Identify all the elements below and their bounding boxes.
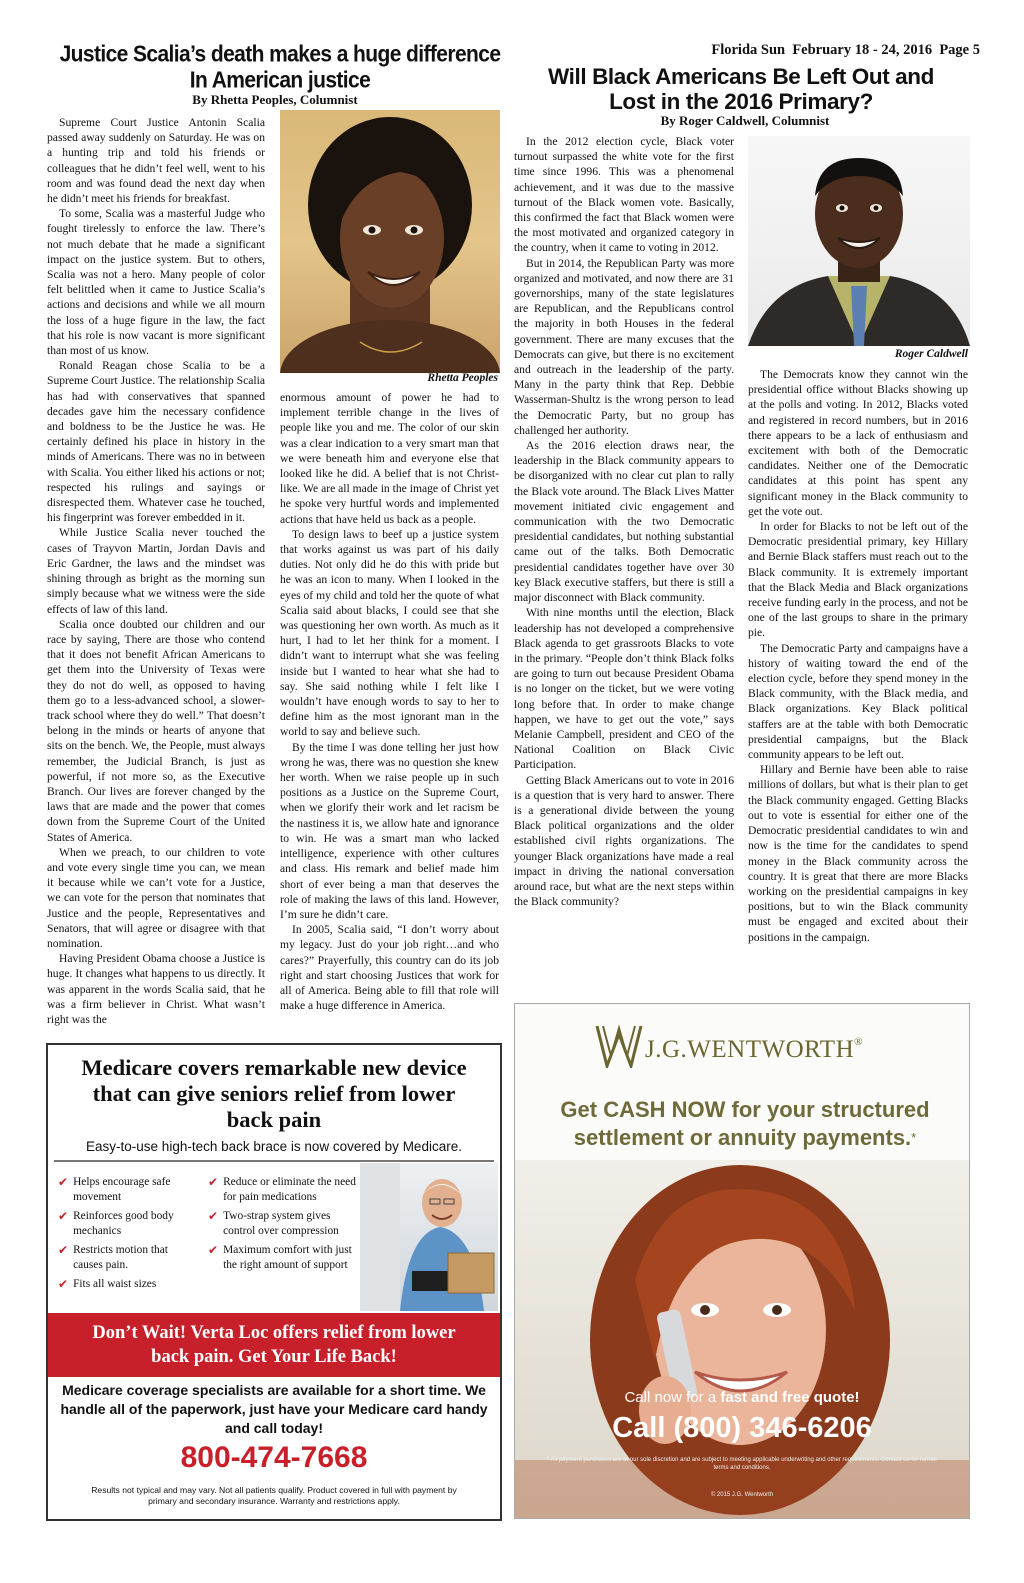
bullet-text: Maximum comfort with just the right amount of support bbox=[223, 1244, 352, 1271]
article1-paragraph: Supreme Court Justice Antonin Scalia passed away suddenly on Saturday. He was on a hunting trip and told his friends or colleagues that he didn’t feel well, went to his room and was found dead the next day when he didn’t meet his friends for breakfast. bbox=[47, 116, 265, 206]
portrait-illustration bbox=[748, 136, 970, 346]
article2-column2 bbox=[748, 367, 968, 997]
article1-headline bbox=[50, 42, 510, 94]
bullet-text: Two-strap system gives control over compression bbox=[223, 1210, 339, 1237]
jg-wentworth-tagline bbox=[545, 1096, 945, 1152]
bullet-text: Restricts motion that causes pain. bbox=[73, 1244, 168, 1271]
bullet-item bbox=[58, 1277, 198, 1292]
checkmark-icon: ✔ bbox=[208, 1243, 219, 1257]
article1-paragraph: Scalia once doubted our children and our race by saying, There are those who contend that it does not benefit African Americans to get them into the University of Texas were they do not do well, as opposed to having them go to a less-advanced school, a slower-track school where they do well.” That doesn’t belong in the minds or hearts of anyone that sits on the bench. We, the People, must always remember, the Judicial Branch, is just as powerful, if not more so, as the Executive Branch. Our lives are forever changed by the laws that are made and the power that comes down from the Supreme Court of the United States of America. bbox=[47, 617, 265, 844]
medicare-banner: Don’t Wait! Verta Loc offers relief from lower back pain. Get Your Life Back! bbox=[48, 1313, 500, 1377]
jg-wentworth-ad bbox=[514, 1003, 970, 1519]
article1-paragraph: Having President Obama choose a Justice is huge. It changes what happens to us directly. It was apparent in the words Scalia said, that he was a firm believer in Christ. What wasn’t right was the bbox=[47, 952, 265, 1026]
bullet-item bbox=[58, 1243, 198, 1272]
jg-wentworth-call-now bbox=[515, 1389, 969, 1406]
medicare-ad bbox=[46, 1043, 502, 1521]
medicare-phone[interactable]: 800-474-7668 bbox=[180, 1441, 368, 1474]
jg-wentworth-fineprint: * All payment purchases are at our sole discretion and are subject to meeting applicable underwriting and other requirements. Contact us for further terms and conditions. bbox=[546, 1457, 938, 1471]
roger-caldwell-caption: Roger Caldwell bbox=[894, 348, 968, 360]
article2-headline-line1: Will Black Americans Be Left Out and bbox=[548, 64, 934, 89]
jg-wentworth-logo-icon bbox=[595, 1024, 643, 1068]
jg-wentworth-tagline-mark: * bbox=[911, 1130, 917, 1145]
article1-column2 bbox=[280, 390, 499, 1040]
article2-paragraph: Getting Black Americans out to vote in 2016 is a question that is very hard to answer. There is a generational divide between the young Black political organizations and the older established civil rights organizations. The younger Black organizations have made a real impact in driving the national conversation around race, but what are the next steps within the Black community? bbox=[514, 773, 734, 909]
checkmark-icon: ✔ bbox=[208, 1209, 219, 1223]
medicare-bullets-right bbox=[208, 1175, 358, 1277]
article2-paragraph: The Democratic Party and campaigns have a history of waiting toward the end of the election cycle, before they spend money in the Black community, with the Black media, and Black organizations. Key Black political staffers are at the table with both Democratic presidential campaigns, but the Black community appears to be left out. bbox=[748, 641, 968, 762]
bullet-text: Reinforces good body mechanics bbox=[73, 1210, 174, 1237]
senior-illustration bbox=[360, 1163, 498, 1311]
article1-paragraph: In 2005, Scalia said, “I don’t worry about my legacy. Just do your job right…and who cares?” Prayerfully, this country can do its job right and start choosing Justices that work for all of America. Being able to fill that role will make a huge difference in America. bbox=[280, 923, 499, 1013]
article1-paragraph: enormous amount of power he had to implement terrible change in the lives of people like you and me. The color of our skin was a clear indication to a very smart man that we were beneath him and everyone else that looked like he did. A belief that is not Christ-like. We are all made in the image of Christ yet he spoke very hurtful words and implemented actions that have held us back as a people. bbox=[280, 391, 499, 526]
senior-man-photo bbox=[360, 1163, 498, 1311]
article1-paragraph: To design laws to beef up a justice system that works against us was part of his daily duties. Not only did he do this with pride but he was an icon to many. When I looked in the eyes of my child and told her the quote of what Scalia said about blacks, I could see that she was questioning her own worth. As much as it hurt, I had to let her think for a moment. I didn’t want to interrupt what she was feeling inside but I wanted to hear what she had to say. She said nothing while I felt like I wouldn’t have enough words to say to her to define him as the most ignorant man in the world to say and believe such. bbox=[280, 527, 499, 739]
jg-wentworth-brand-mark: ® bbox=[854, 1036, 863, 1048]
rhetta-peoples-photo bbox=[280, 110, 500, 373]
article2-paragraph: The Democrats know they cannot win the presidential office without Blacks showing up at the polls and voting. In 2012, Blacks voted and registered in record numbers, but in 2016 there appears to be a lack of enthusiasm and excitement with both of the Democratic candidates. Neither one of the Democratic candidates at this point has spent any significant money in the Black community to get the vote out. bbox=[748, 368, 968, 518]
article1-paragraph: By the time I was done telling her just how wrong he was, there was no question she knew her worth. When we raise people up in such positions as a Justice on the Supreme Court, when we glorify their work and let racism be the nastiness it is, we allow hate and ignorance to win. He was a smart man who lacked intelligence, experience with other cultures and class. His remark and belief made him short of ever being a man that deserves the role of making the laws of this land. However, I’m sure he didn’t care. bbox=[280, 740, 499, 921]
article1-paragraph: While Justice Scalia never touched the cases of Trayvon Martin, Jordan Davis and Eric Gardner, the laws and the mindset was shining through as bright as the morning sun simply because what we witness were the side effects of law of this land. bbox=[47, 526, 265, 616]
medicare-ad-divider bbox=[54, 1160, 494, 1162]
jg-wentworth-brand-name: J.G.WENTWORTH bbox=[645, 1036, 855, 1063]
roger-caldwell-photo bbox=[748, 136, 970, 346]
article2-paragraph: With nine months until the election, Black leadership has not developed a comprehensive Black agenda to get grassroots Blacks to vote in the primary. “People don’t think Black folks are going to turn out because President Obama is no longer on the ticket, but we were voting long before that. In order to make change happen, we have to get out the vote,” says Melanie Campbell, president and CEO of the National Coalition on Black Civic Participation. bbox=[514, 606, 734, 772]
article2-paragraph: In the 2012 election cycle, Black voter turnout surpassed the white vote for the first time since 1996. This was a phenomenal achievement, and it was due to the massive turnout of the Black women vote. Basically, this confirmed the fact that Black women were the most motivated and organized category in the country, when it came to voting in 2012. bbox=[514, 135, 734, 255]
portrait-illustration bbox=[280, 110, 500, 373]
call-now-bold: fast and free quote! bbox=[720, 1389, 860, 1406]
jg-wentworth-brand bbox=[645, 1036, 905, 1064]
article2-headline bbox=[515, 64, 967, 114]
article2-headline-line2: Lost in the 2016 Primary? bbox=[609, 89, 873, 114]
jg-wentworth-copyright: © 2015 J.G. Wentworth bbox=[710, 1492, 774, 1498]
rhetta-peoples-caption: Rhetta Peoples bbox=[427, 372, 498, 384]
checkmark-icon: ✔ bbox=[58, 1175, 69, 1189]
bullet-text: Fits all waist sizes bbox=[73, 1278, 157, 1290]
call-now-prefix: Call now for a bbox=[624, 1389, 721, 1406]
jg-wentworth-phone[interactable]: Call (800) 346-6206 bbox=[612, 1412, 872, 1444]
checkmark-icon: ✔ bbox=[58, 1277, 69, 1291]
article2-byline: By Roger Caldwell, Columnist bbox=[660, 113, 830, 128]
medicare-specialists-text: Medicare coverage specialists are available for a short time. We handle all of the paperwork, just have your Medicare card handy and call today! bbox=[60, 1382, 488, 1436]
checkmark-icon: ✔ bbox=[58, 1243, 69, 1257]
article2-paragraph: As the 2016 election draws near, the leadership in the Black community appears to be disorganized with no clear cut plan to rally the Black vote around. The Black Lives Matter movement initiated civic engagement and communication with the two Democratic presidential candidates, but nothing substantial came out of the talks. Both Democratic presidential candidates together have over 30 key Black executive staffers, but there is still a major disconnect with Black community. bbox=[514, 439, 734, 605]
article1-byline: By Rhetta Peoples, Columnist bbox=[192, 92, 358, 107]
bullet-item bbox=[58, 1209, 198, 1238]
article1-paragraph: Ronald Reagan chose Scalia to be a Supreme Court Justice. The relationship Scalia has had with conservatives that spanned decades gave him the necessary confidence and boldness to be the Justice he was. He certainly defined his place in history in the minds of Americans. There was no in between with Scalia. You either liked his actions or not; respected his rulings and sayings or disrespected them. Whatever case he touched, his fingerprint was forever embedded in it. bbox=[47, 359, 265, 525]
medicare-ad-headline: Medicare covers remarkable new device that can give seniors relief from lower back pain bbox=[81, 1055, 467, 1132]
article2-paragraph: Hillary and Bernie have been able to raise millions of dollars, but what is their plan to get the Black community engaged. Getting Blacks out to vote is essential for either one of the Democratic presidential candidates to win and now is the time for the candidates to spend money in the Black community across the country. It is great that there are more Blacks working on the presidential campaigns in key positions, but to win the Black community must be engaged and excited about their positions in the campaign. bbox=[748, 763, 968, 944]
article2-paragraph: But in 2014, the Republican Party was more organized and motivated, and now there are 31 governorships, many of the state legislatures are Republican, and the Republicans control the majority in both Houses in the federal government. There are many excuses that the Democrats can give, but there is no excitement and outreach in the leadership of the party. Many in the party think that Rep. Debbie Wasserman-Shultz is the wrong person to lead the Democratic Party, but no group has challenged her authority. bbox=[514, 256, 734, 437]
checkmark-icon: ✔ bbox=[58, 1209, 69, 1223]
article1-paragraph: When we preach, to our children to vote and vote every single time you can, we mean it because while we can’t vote for a Justice, we can vote for the person that nominates that Justice and the people, Representatives and Senators, that will agree or disagree with that nomination. bbox=[47, 845, 265, 950]
article2-paragraph: In order for Blacks to not be left out of the Democratic presidential primary, key Hillary and Bernie Black staffers must reach out to the Black community. It is extremely important that the Black Media and Black organizations receive funding early in the process, and not be one of the last groups to share in the primary pie. bbox=[748, 520, 968, 640]
masthead: Florida Sun February 18 - 24, 2016 Page 5 bbox=[711, 42, 980, 58]
article1-headline-line2: In American justice bbox=[189, 68, 371, 93]
article1-paragraph: To some, Scalia was a masterful Judge who fought tirelessly to enforce the law. There’s not much debate that he made a significant impact on the justice system. But to others, Scalia was not a hero. Many people of color felt belittled when it came to Justice Scalia’s actions and decisions and while we all mourn the loss of a huge figure in the law, the fact that his role is now vacant is more significant than most of us know. bbox=[47, 207, 265, 358]
bullet-item bbox=[58, 1175, 198, 1204]
jg-wentworth-tagline-text: Get CASH NOW for your structured settlement or annuity payments. bbox=[560, 1097, 930, 1150]
bullet-item bbox=[208, 1209, 358, 1238]
article1-column1 bbox=[47, 115, 265, 1043]
bullet-item bbox=[208, 1175, 358, 1204]
bullet-text: Reduce or eliminate the need for pain medications bbox=[223, 1176, 356, 1203]
bullet-text: Helps encourage safe movement bbox=[73, 1176, 171, 1203]
bullet-item bbox=[208, 1243, 358, 1272]
medicare-ad-subhead: Easy-to-use high-tech back brace is now covered by Medicare. bbox=[86, 1139, 462, 1154]
medicare-disclaimer: Results not typical and may vary. Not all patients qualify. Product covered in full with payment by primary and secondary insurance. Warranty and restrictions apply. bbox=[91, 1485, 457, 1506]
article2-column1 bbox=[514, 134, 734, 996]
medicare-bullets-left bbox=[58, 1175, 198, 1297]
checkmark-icon: ✔ bbox=[208, 1175, 219, 1189]
article1-headline-line1: Justice Scalia’s death makes a huge difference bbox=[59, 42, 501, 67]
